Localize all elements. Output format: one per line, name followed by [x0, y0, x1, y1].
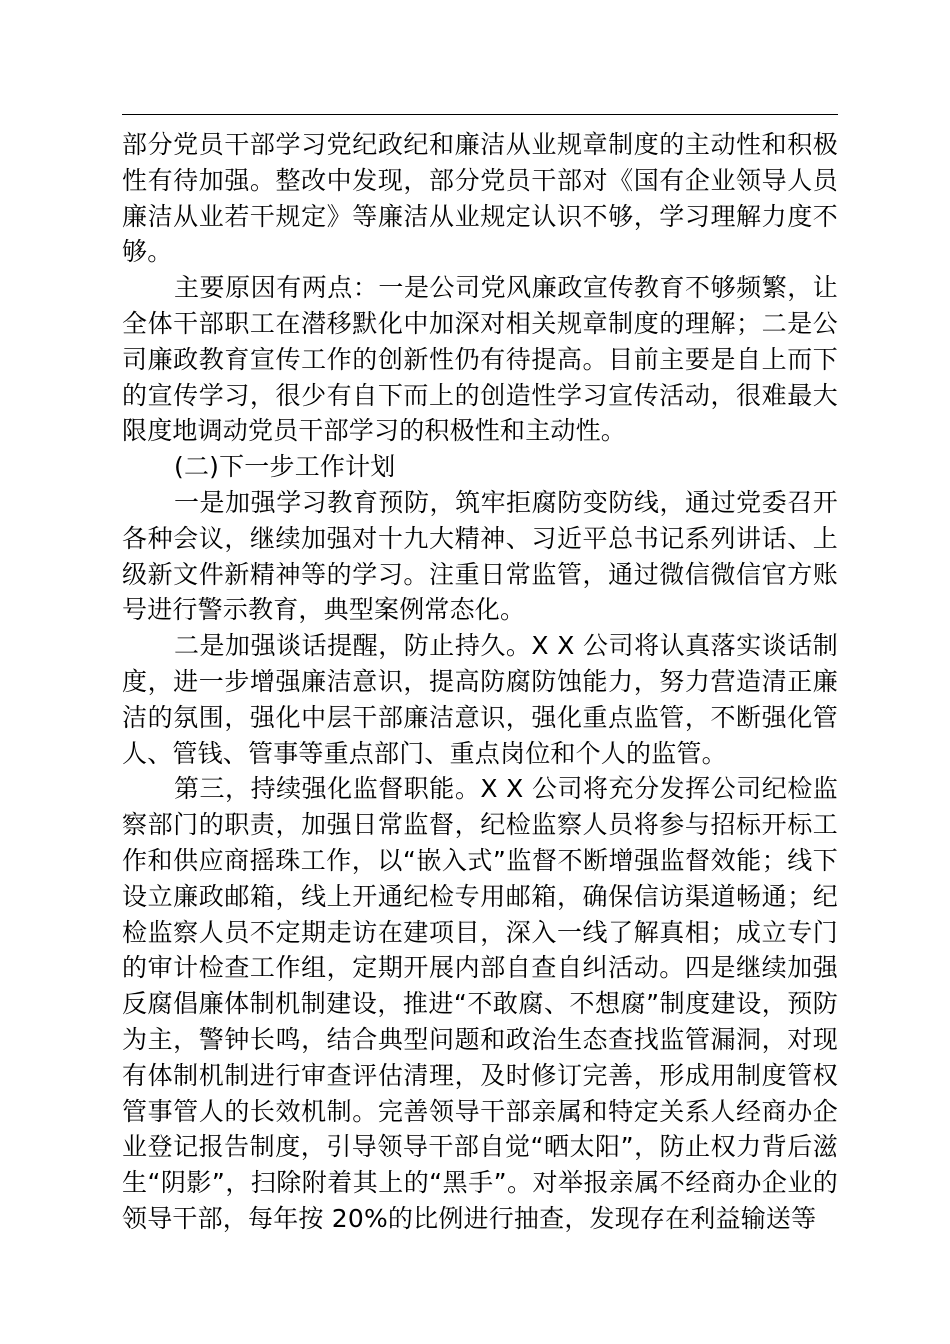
header-divider	[122, 114, 838, 115]
paragraph-main-reasons: 主要原因有两点：一是公司党风廉政宣传教育不够频繁，让全体干部职工在潜移默化中加深对相关规章制度的理解；二是公司廉政教育宣传工作的创新性仍有待提高。目前主要是自上而下的宣传学习，很少有自下而上的创造性学习宣传活动，很难最大限度地调动党员干部学习的积极性和主动性。	[122, 273, 838, 446]
paragraph-plan-one: 一是加强学习教育预防，筑牢拒腐防变防线，通过党委召开各种会议，继续加强对十九大精神、习近平总书记系列讲话、上级新文件新精神等的学习。注重日常监管，通过微信微信官方账号进行警示教育，典型案例常态化。	[122, 487, 838, 625]
document-body	[122, 127, 838, 1237]
section-heading-next-steps: (二)下一步工作计划	[174, 452, 396, 482]
paragraph-continuation: 部分党员干部学习党纪政纪和廉洁从业规章制度的主动性和积极性有待加强。整改中发现，部分党员干部对《国有企业领导人员廉洁从业若干规定》等廉洁从业规定认识不够，学习理解力度不够。	[122, 130, 838, 267]
paragraph-plan-two: 二是加强谈话提醒，防止持久。X X 公司将认真落实谈话制度，进一步增强廉洁意识，提高防腐防蚀能力，努力营造清正廉洁的氛围，强化中层干部廉洁意识，强化重点监管，不断强化管人、管钱、管事等重点部门、重点岗位和个人的监管。	[122, 631, 838, 768]
paragraph-plan-three: 第三，持续强化监督职能。X X 公司将充分发挥公司纪检监察部门的职责，加强日常监督，纪检监察人员将参与招标开标工作和供应商摇珠工作，以“嵌入式”监督不断增强监督效能；线下设立廉政邮箱，线上开通纪检专用邮箱，确保信访渠道畅通；纪检监察人员不定期走访在建项目，深入一线了解真相；成立专门的审计检查工作组，定期开展内部自查自纠活动。四是继续加强反腐倡廉体制机制建设，推进“不敢腐、不想腐”制度建设，预防为主，警钟长鸣，结合典型问题和政治生态查找监管漏洞，对现有体制机制进行审查评估清理，及时修订完善，形成用制度管权管事管人的长效机制。完善领导干部亲属和特定关系人经商办企业登记报告制度，引导领导干部自觉“晒太阳”，防止权力背后滋生“阴影”，扫除附着其上的“黑手”。对举报亲属不经商办企业的领导干部，每年按 20%的比例进行抽查，发现存在利益输送等	[122, 774, 838, 1233]
